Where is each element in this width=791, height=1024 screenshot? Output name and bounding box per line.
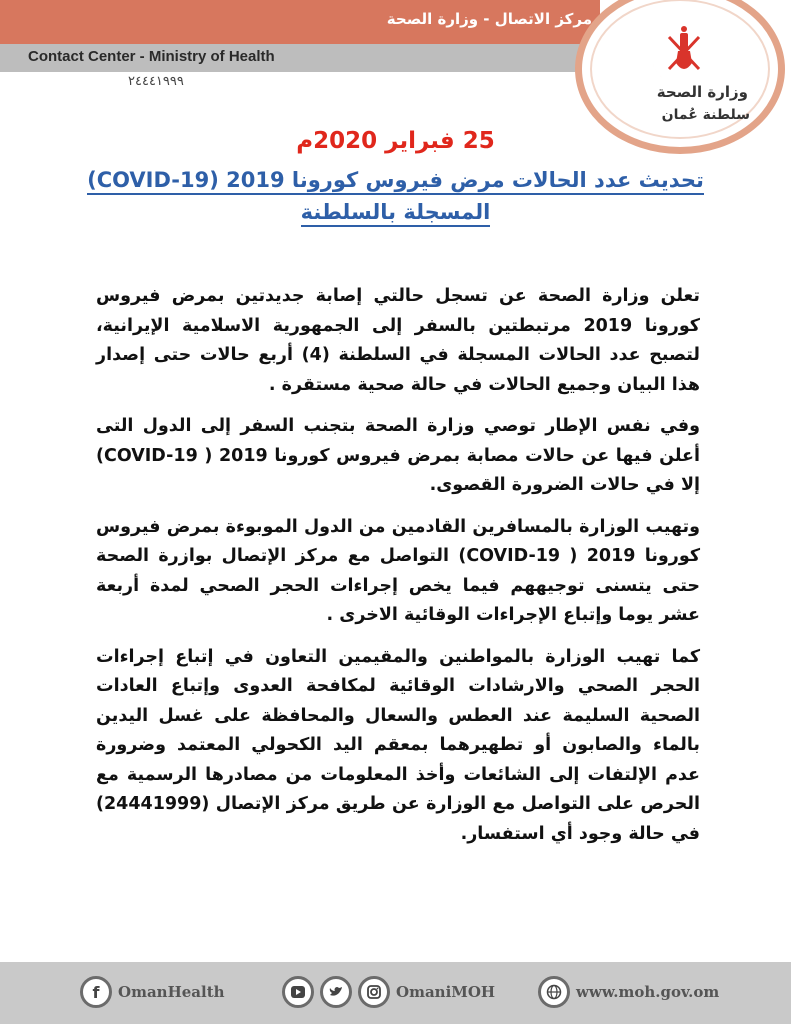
website-link[interactable] bbox=[538, 976, 719, 1008]
document-title-line-2: المسجلة بالسلطنة bbox=[0, 200, 791, 224]
document-body bbox=[96, 282, 700, 861]
instagram-icon[interactable] bbox=[358, 976, 390, 1008]
header-band bbox=[0, 0, 600, 44]
footer-bar bbox=[0, 962, 791, 1024]
header-subband bbox=[0, 44, 600, 72]
document-date: 25 فبراير 2020م bbox=[296, 128, 495, 154]
document-title-line-1: تحديث عدد الحالات مرض فيروس كورونا 2019 (COVID-19) bbox=[0, 168, 791, 192]
facebook-link[interactable] bbox=[80, 976, 225, 1008]
header-phone: ٢٤٤٤١٩٩٩ bbox=[128, 74, 184, 89]
facebook-handle[interactable]: OmanHealth bbox=[118, 983, 225, 1001]
youtube-icon[interactable] bbox=[282, 976, 314, 1008]
facebook-icon[interactable]: f bbox=[80, 976, 112, 1008]
paragraph-2: وفي نفس الإطار توصي وزارة الصحة بتجنب السفر إلى الدول التى أعلن فيها عن حالات مصابة بمرض فيروس كورونا 2019 ( COVID-19) إلا في حالات الضرورة القصوى. bbox=[96, 416, 700, 495]
social-handle[interactable]: OmaniMOH bbox=[396, 983, 496, 1001]
header-english-title: Contact Center - Ministry of Health bbox=[28, 48, 275, 65]
website-url[interactable]: www.moh.gov.om bbox=[576, 983, 720, 1001]
twitter-icon[interactable] bbox=[320, 976, 352, 1008]
paragraph-3: وتهيب الوزارة بالمسافرين القادمين من الدول الموبوءة بمرض فيروس كورونا 2019 ( COVID-19) التواصل مع مركز الإتصال بوازرة الصحة حتى يتسنى توجيههم فيما يخص إجراءات الحجر الصحي لمدة أربعة عشر يوما وإتباع الإجراءات الوقائية الاخرى . bbox=[96, 516, 700, 625]
logo-text-ministry: وزارة الصحة bbox=[656, 83, 748, 101]
ministry-emblem-icon bbox=[637, 19, 727, 89]
header-arabic-title: مركز الاتصال - وزارة الصحة bbox=[386, 10, 592, 28]
paragraph-1: تعلن وزارة الصحة عن تسجل حالتي إصابة جديدتين بمرض فيروس كورونا 2019 مرتبطتين بالسفر إلى الجمهورية الاسلامية الإيرانية، لتصبح عدد الحالات المسجلة في السلطنة (4) أربع حالات حتى إصدار هذا البيان وجميع الحالات في حالة صحية مستقرة . bbox=[96, 286, 700, 395]
web-icon[interactable] bbox=[538, 976, 570, 1008]
logo-text-sultanate: سلطنة عُمان bbox=[661, 107, 750, 123]
social-links bbox=[282, 976, 495, 1008]
paragraph-4: كما تهيب الوزارة بالمواطنين والمقيمين التعاون في إتباع إجراءات الحجر الصحي والارشادات الوقائية لمكافحة العدوى وإتباع العادات الصحية السليمة عند العطس والسعال والمحافظة على غسل اليدين بالماء والصابون أو تطهيرهما بمعقم اليد الكحولي المعتمد وضرورة عدم الإلتفات إلى الشائعات وأخذ المعلومات من مصادرها الرسمية مع الحرص على التواصل مع الوزارة عن طريق مركز الإتصال (24441999) في حالة وجود أي استفسار. bbox=[96, 646, 700, 844]
